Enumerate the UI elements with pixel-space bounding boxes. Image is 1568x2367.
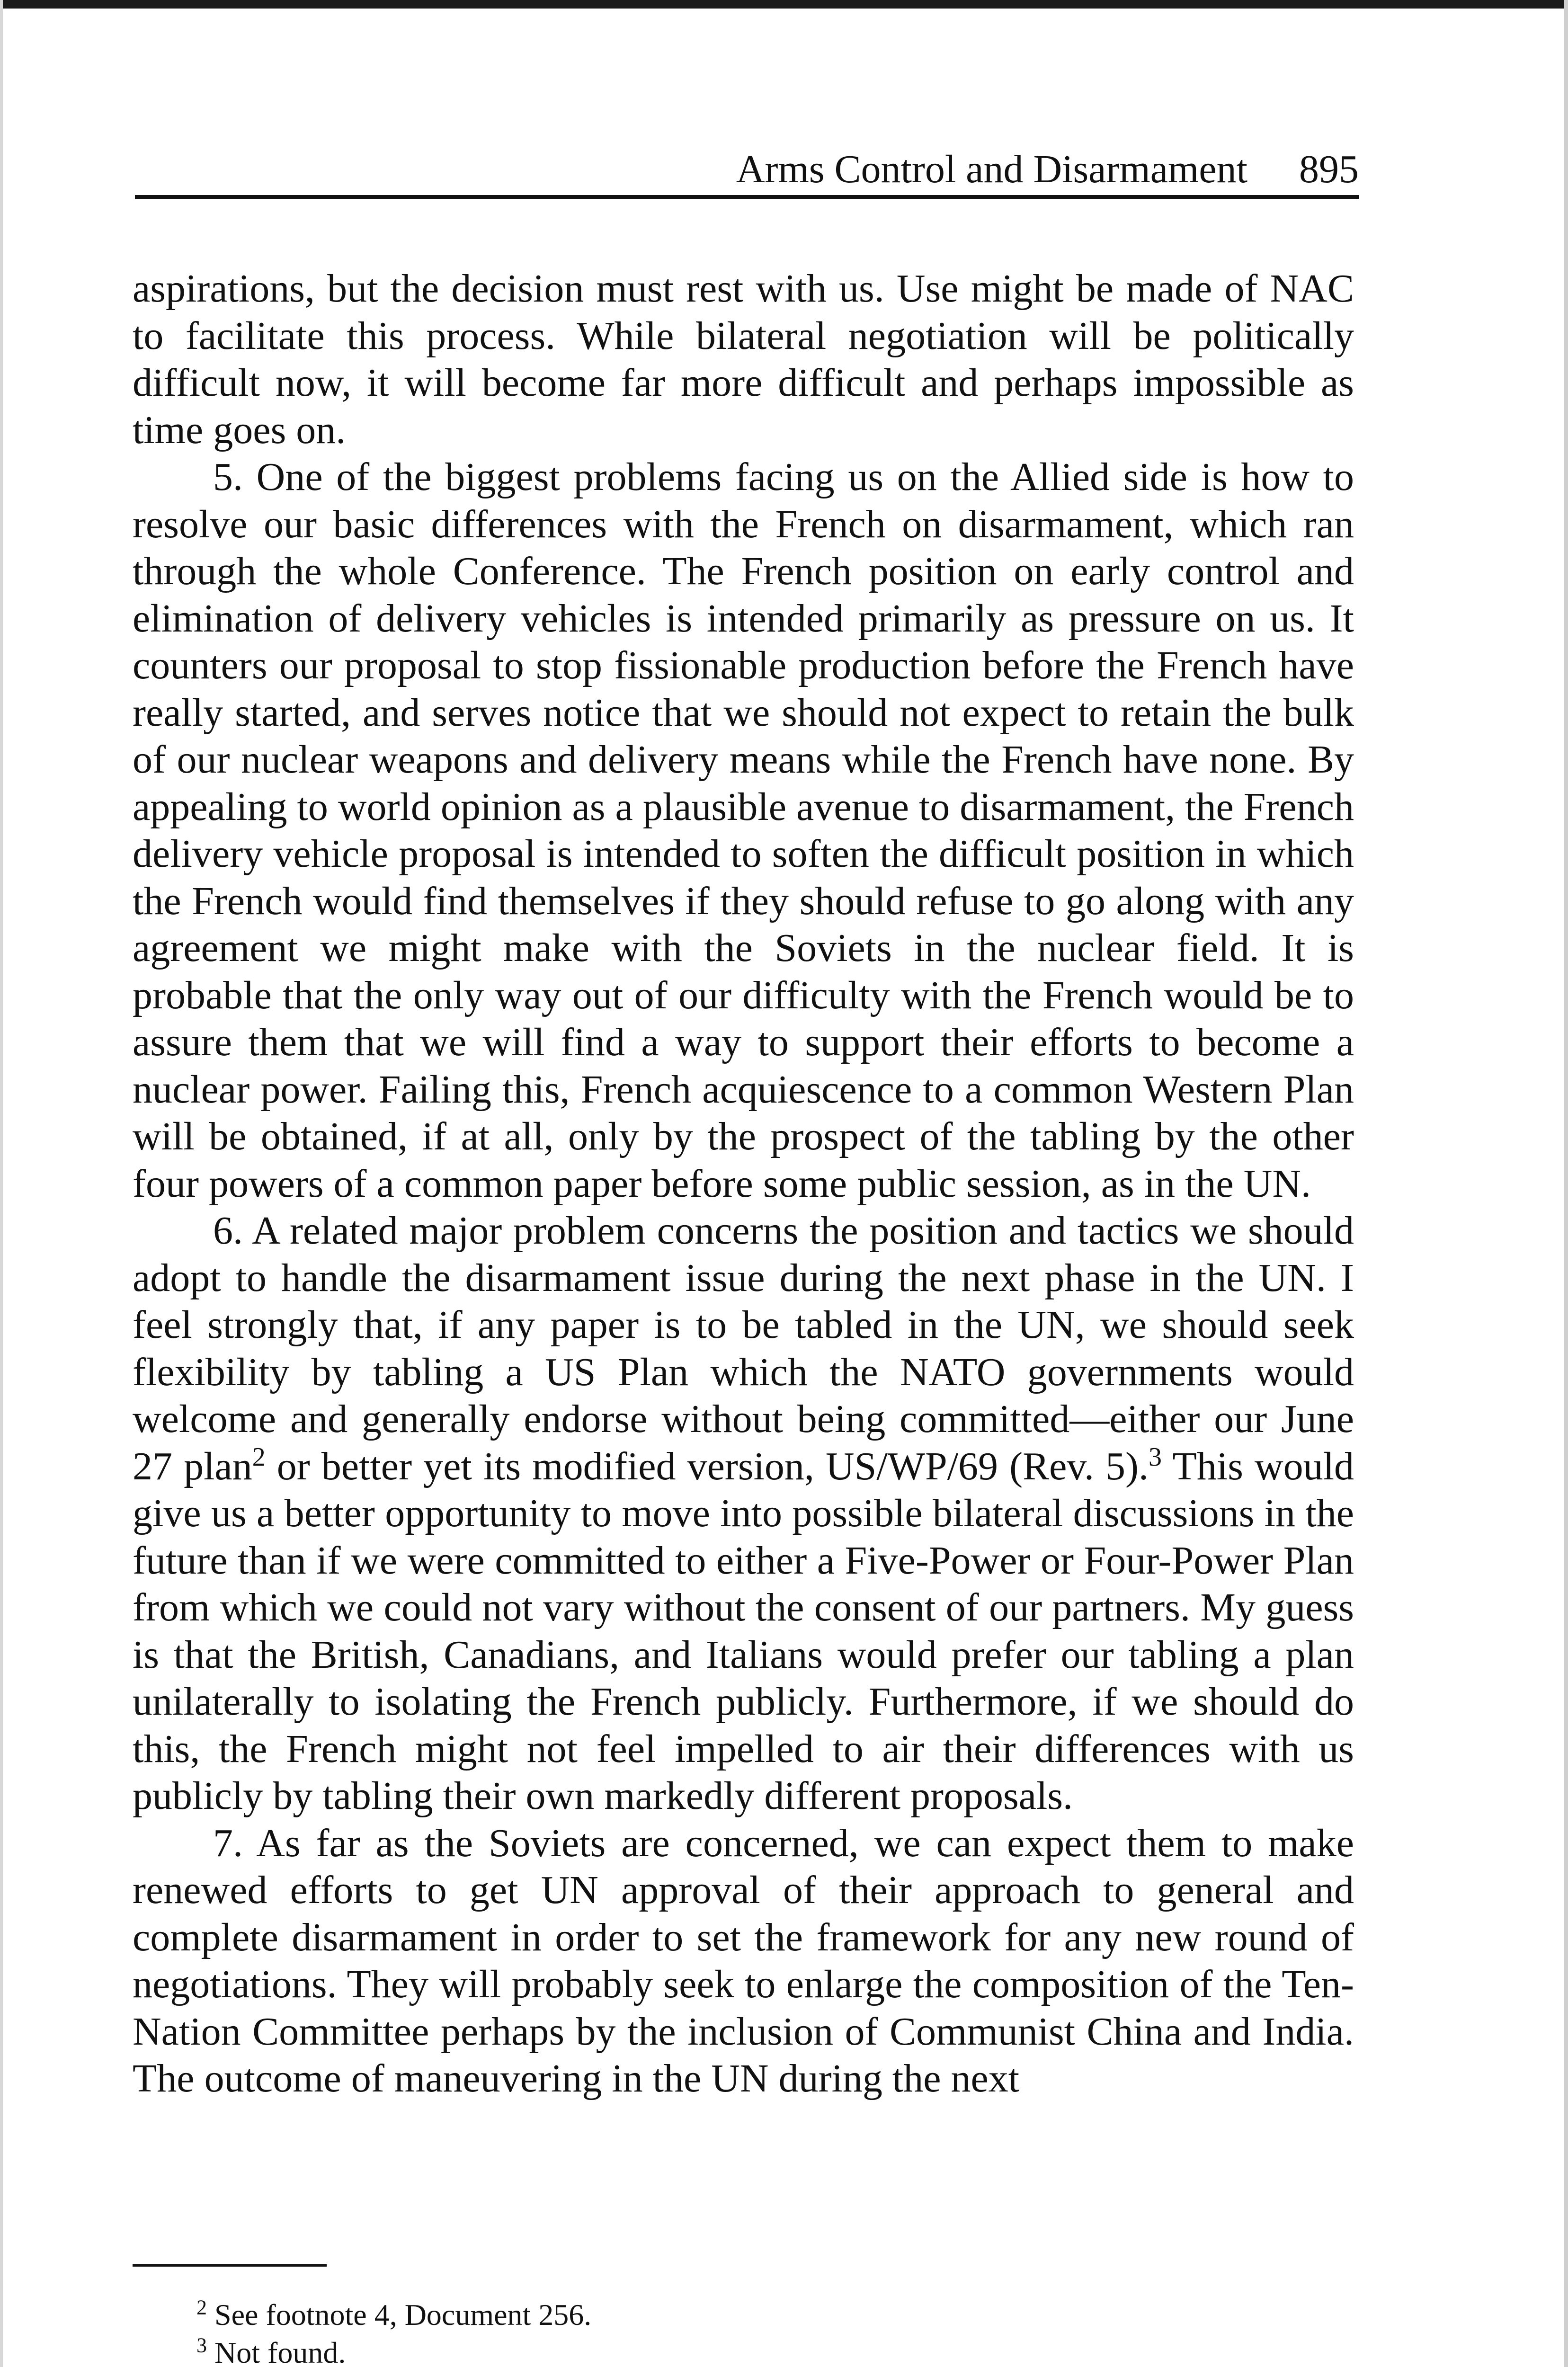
scan-right-edge xyxy=(1564,0,1568,2367)
paragraph-6-part-b: or better yet its modified version, US/WP/69 (Rev. 5). xyxy=(265,1444,1149,1488)
paragraph-6-part-c: This would give us a better opportunity to move into possible bilateral discussions in the future than if we were committed to either a Five-Power or Four-Power Plan from which we could not vary without the consent of our partners. My guess is that the British, Canadians, and Italians would prefer our tabling a plan unilaterally to isolating the French publicly. Furthermore, if we should do this, the French might not feel impelled to air their differences with us publicly by tabling their own markedly different proposals. xyxy=(133,1444,1354,1818)
footnote-2-text: See footnote 4, Document 256. xyxy=(207,2298,592,2331)
paragraph-continuation: aspirations, but the decision must rest with us. Use might be made of NAC to facilitate this process. While bilateral negotiation will be politically difficult now, it will become far more difficult and perhaps impossible as time goes on. xyxy=(133,267,1354,452)
footnote-3 xyxy=(196,2334,1333,2367)
page-number: 895 xyxy=(1299,147,1359,191)
footnotes xyxy=(196,2296,1333,2367)
body-text xyxy=(133,265,1354,2102)
paragraph-5: 5. One of the biggest problems facing us on the Allied side is how to resolve our basic differences with the French on disarmament, which ran through the whole Conference. The French position on early control and elimination of delivery vehicles is intended primarily as pressure on us. It counters our proposal to stop fissionable production before the French have really started, and serves notice that we should not expect to retain the bulk of our nuclear weapons and delivery means while the French have none. By appealing to world opinion as a plausible avenue to disarmament, the French delivery vehicle proposal is intended to soften the difficult position in which the French would find themselves if they should refuse to go along with any agreement we might make with the Soviets in the nuclear field. It is probable that the only way out of our difficulty with the French would be to assure them that we will find a way to support their efforts to become a nuclear power. Failing this, French acquiescence to a common Western Plan will be obtained, if at all, only by the prospect of the tabling by the other four powers of a common paper before some public session, as in the UN. xyxy=(133,455,1354,1206)
footnote-2 xyxy=(196,2296,1333,2334)
footnote-3-text: Not found. xyxy=(207,2336,346,2367)
paragraph-7: 7. As far as the Soviets are concerned, we can expect them to make renewed efforts to get UN approval of their approach to general and complete disarmament in order to set the framework for any new round of negotiations. They will probably seek to enlarge the composition of the Ten-Nation Committee perhaps by the inclusion of Communist China and India. The outcome of maneuvering in the UN during the next xyxy=(133,1821,1354,2100)
running-header xyxy=(135,142,1359,199)
footnote-ref-2[interactable]: 2 xyxy=(252,1442,266,1472)
paragraph-6-part-a: 6. A related major problem concerns the position and tactics we should adopt to handle the disarmament issue during the next phase in the UN. I feel strongly that, if any paper is to be tabled in the UN, we should seek flexibility by tabling a US Plan which the NATO governments would welcome and generally endorse without being committed—either our June 27 plan xyxy=(133,1209,1354,1488)
running-header-title: Arms Control and Disarmament xyxy=(736,147,1247,191)
scan-top-edge xyxy=(0,0,1568,9)
scan-left-edge xyxy=(0,0,3,2367)
footnote-2-marker: 2 xyxy=(196,2296,207,2319)
footnote-divider xyxy=(133,2264,327,2267)
footnote-3-marker: 3 xyxy=(196,2333,207,2357)
footnote-ref-3[interactable]: 3 xyxy=(1149,1442,1162,1472)
paragraph-6 xyxy=(133,1207,1354,1820)
